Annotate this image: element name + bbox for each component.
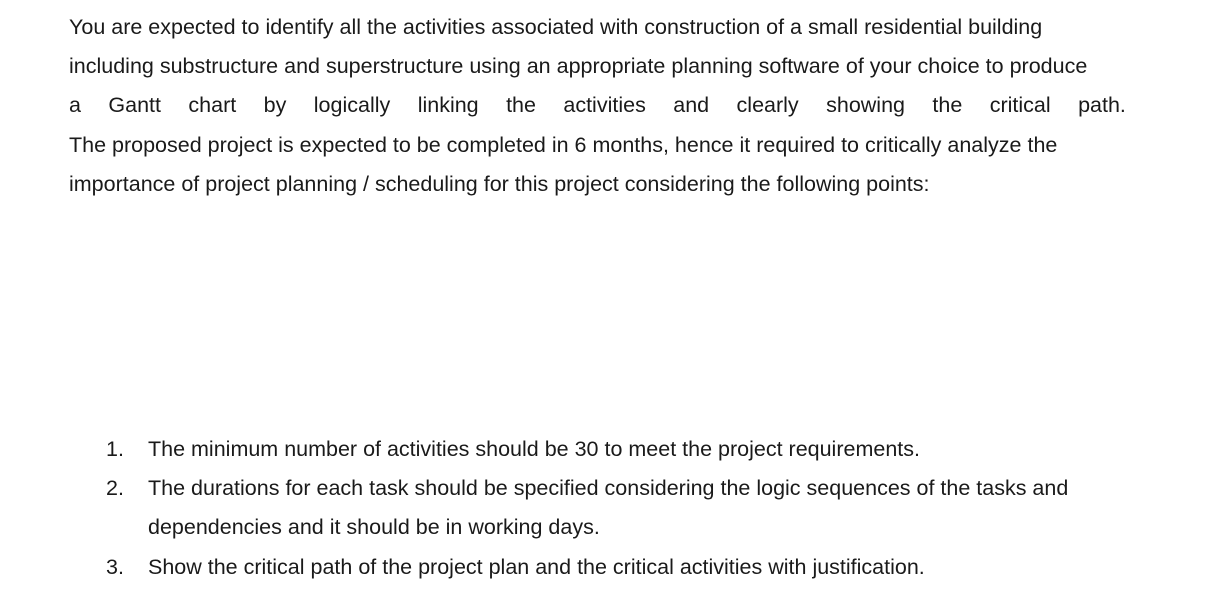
- list-item-line: dependencies and it should be in working days.: [148, 515, 600, 540]
- intro-word: Gantt: [108, 93, 161, 118]
- intro-word: and: [673, 93, 710, 118]
- list-item-number: 3.: [106, 554, 124, 579]
- list-item: [106, 430, 1126, 469]
- intro-word: chart: [188, 93, 237, 118]
- intro-word: the: [932, 93, 963, 118]
- intro-line-4: The proposed project is expected to be completed in 6 months, hence it required to critically analyze the: [69, 132, 1058, 157]
- list-item-text: [148, 430, 1126, 469]
- intro-word: a: [69, 93, 81, 118]
- list-item-text: [148, 548, 1126, 587]
- list-item-line: Show the critical path of the project plan and the critical activities with justification.: [148, 554, 925, 579]
- intro-line-2: including substructure and superstructure using an appropriate planning software of your choice to produce: [69, 54, 1088, 79]
- requirements-list: [106, 430, 1126, 587]
- list-item-text: [148, 469, 1126, 547]
- intro-line-3: [69, 86, 1126, 125]
- intro-word: by: [263, 93, 287, 118]
- intro-word: the: [506, 93, 536, 118]
- list-item: [106, 469, 1126, 547]
- intro-word: activities: [563, 93, 646, 118]
- intro-word: linking: [417, 93, 479, 118]
- intro-word: clearly: [736, 93, 799, 118]
- intro-line-5: importance of project planning / scheduling for this project considering the following points:: [69, 171, 930, 196]
- intro-word: logically: [313, 93, 391, 118]
- intro-line-1: You are expected to identify all the activities associated with construction of a small residential building: [69, 15, 1043, 39]
- list-item-line: The minimum number of activities should be 30 to meet the project requirements.: [148, 437, 920, 461]
- intro-word: critical: [989, 93, 1051, 118]
- list-item-number: 2.: [106, 476, 124, 501]
- list-item: [106, 548, 1126, 587]
- intro-paragraph: [69, 8, 1126, 204]
- list-item-number: 1.: [106, 437, 124, 461]
- list-item-line: The durations for each task should be specified considering the logic sequences of the tasks and: [148, 476, 1069, 501]
- intro-word: path.: [1078, 93, 1126, 118]
- intro-word: showing: [826, 93, 905, 118]
